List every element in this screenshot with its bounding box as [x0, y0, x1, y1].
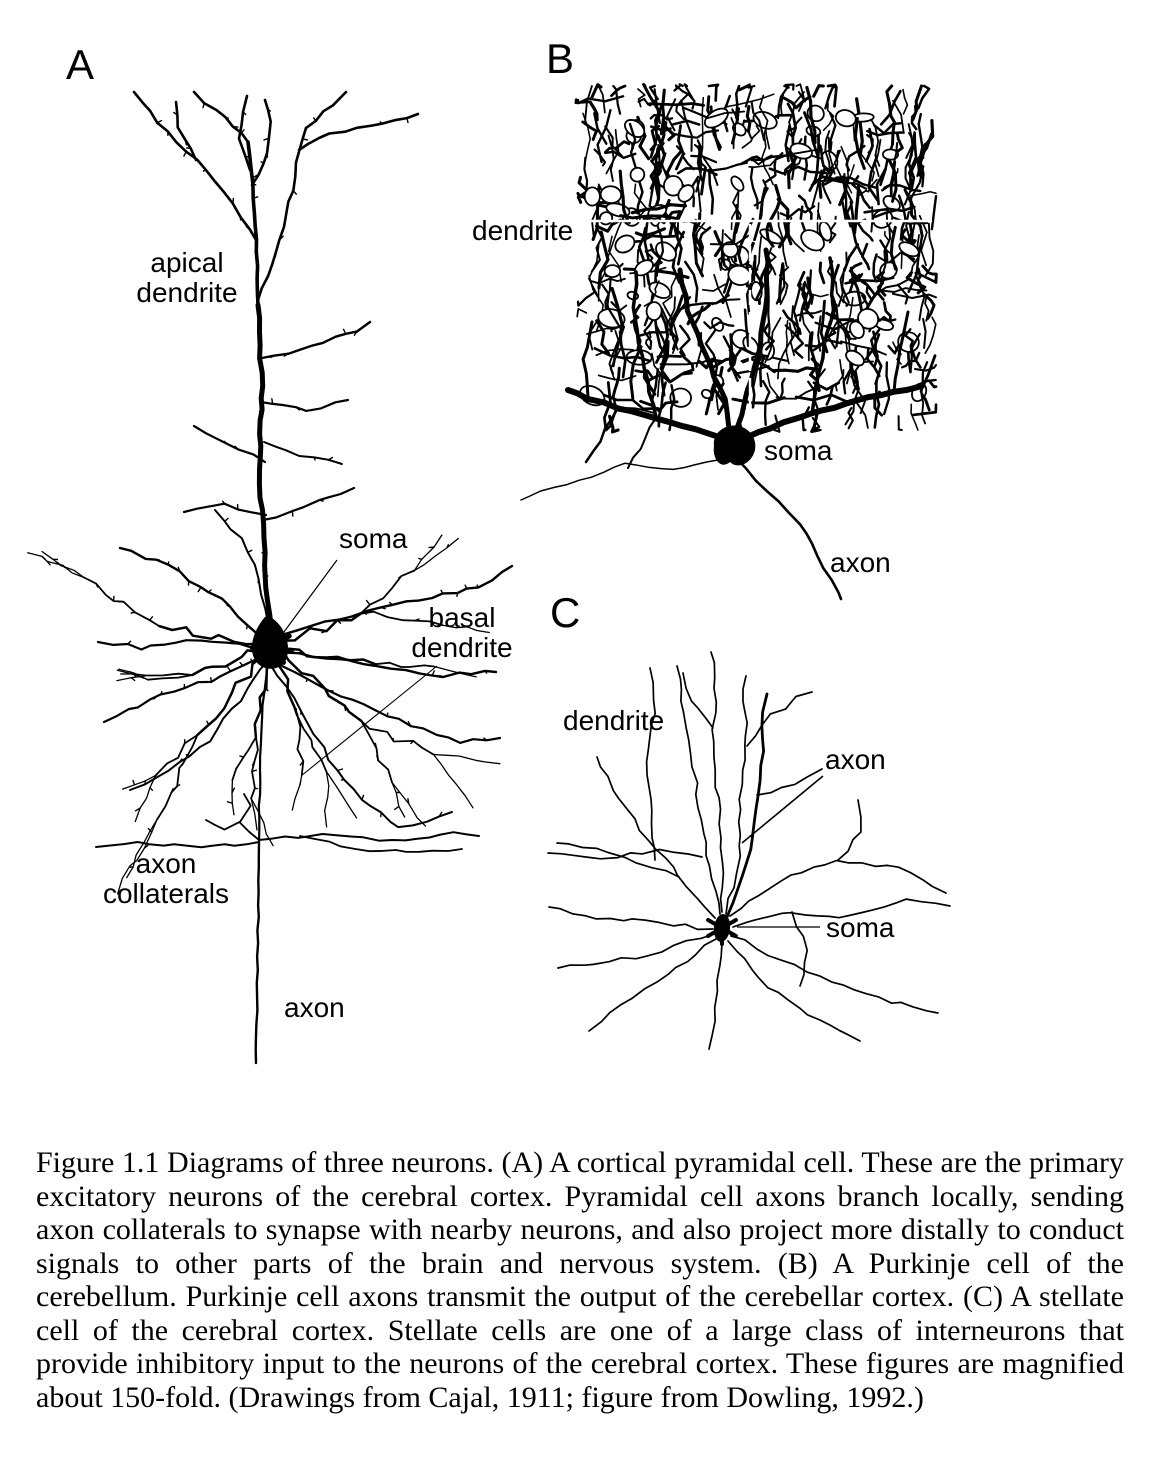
label-basal-dendrite — [411, 603, 512, 663]
label-apical-dendrite-line1: apical — [150, 247, 224, 278]
label-dendrite-c: dendrite — [563, 705, 665, 736]
label-basal-dendrite-line2: dendrite — [411, 632, 513, 663]
label-soma-c: soma — [826, 912, 895, 943]
purkinje-cell-drawing — [521, 84, 936, 599]
label-apical-dendrite-line2: dendrite — [136, 277, 238, 308]
label-axon-b: axon — [830, 547, 891, 578]
label-soma-a: soma — [339, 523, 408, 554]
label-dendrite-b: dendrite — [472, 215, 574, 246]
label-axon-c: axon — [825, 744, 886, 775]
label-soma-b: soma — [764, 435, 833, 466]
figure-caption: Figure 1.1 Diagrams of three neurons. (A) A cortical pyramidal cell. These are the primary excitatory neurons of the cerebral cortex. Pyramidal cell axons branch locally, sending axon collaterals to synapse with nearby neurons, and also project more distally to conduct signals to other parts of the brain and nervous system. (B) A Purkinje cell of the cerebellum. Purkinje cell axons transmit the output of the cerebellar cortex. (C) A stellate cell of the cerebral cortex. Stellate cells are one of a large class of interneurons that provide inhibitory input to the neurons of the cerebral cortex. These figures are magnified about 150-fold. (Drawings from Cajal, 1911; figure from Dowling, 1992.) — [36, 1146, 1124, 1414]
panel-b-letter: B — [546, 35, 575, 82]
label-axon-collaterals-line1: axon — [135, 848, 197, 879]
panel-a-letter: A — [66, 41, 95, 88]
label-axon-collaterals — [103, 849, 229, 909]
panel-c-letter: C — [550, 589, 581, 636]
label-axon-a: axon — [284, 992, 345, 1023]
label-basal-dendrite-line1: basal — [428, 602, 496, 633]
label-apical-dendrite — [136, 248, 237, 308]
label-axon-collaterals-line2: collaterals — [102, 878, 230, 909]
pyramidal-cell-drawing — [28, 92, 512, 1063]
